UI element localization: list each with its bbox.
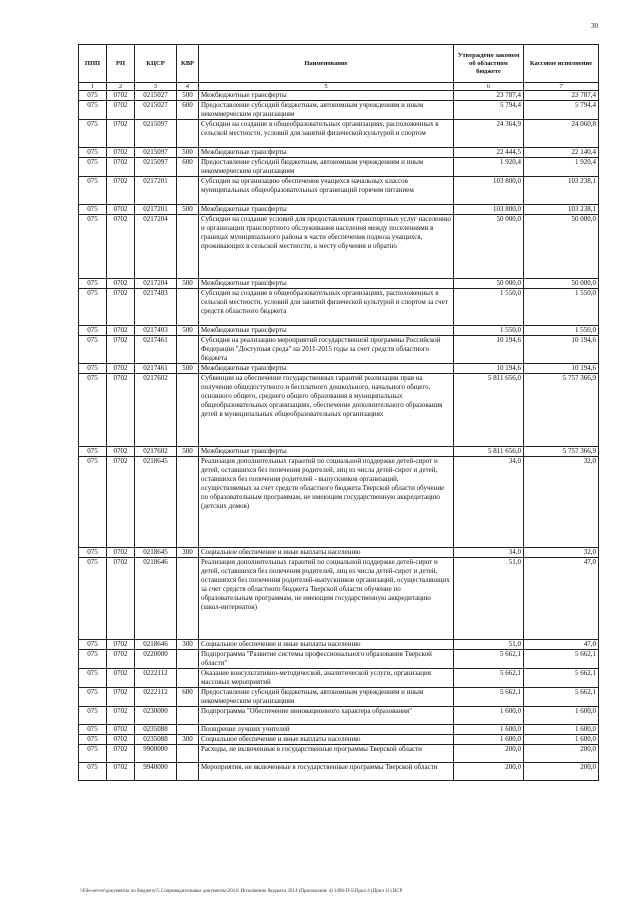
cell-rp: 0702: [107, 548, 135, 558]
cell-name: Межбюджетные трансферты: [199, 205, 454, 215]
table-row: [79, 745, 599, 763]
cell-executed: 200,0: [524, 745, 599, 763]
footer-file-path: \\File-server\документы по бюджету\5 Сопроводительные документы\2014\ Исполнение бюджета 2014 (Приложение 4) 1496-П-5\Прил 4 (Прил 11) ВСР: [80, 889, 403, 894]
cell-ppp: 075: [79, 215, 107, 279]
cell-name: Социальное обеспечение и иные выплаты населению: [199, 735, 454, 745]
table-row: [79, 177, 599, 205]
cell-name: Субсидии на создание условий для предоставления транспортных услуг населению и организации транспортного обслуживания населения между поселениями в границах муниципального района в части обеспечения подвоза учащихся, проживающих в сельской местности, к месту обучения и обратно: [199, 215, 454, 279]
cell-ppp: 075: [79, 289, 107, 326]
cell-rp: 0702: [107, 336, 135, 364]
cell-approved: 50 000,0: [454, 279, 524, 289]
cell-executed: 1 600,0: [524, 707, 599, 725]
cell-name: Межбюджетные трансферты: [199, 364, 454, 374]
table-row: [79, 763, 599, 781]
cell-kvr: [177, 120, 199, 148]
cell-executed: 5 794,4: [524, 101, 599, 120]
cell-kcsr: 0217403: [135, 326, 177, 336]
cell-approved: 23 787,4: [454, 91, 524, 101]
table-row: [79, 289, 599, 326]
cell-kcsr: 9940000: [135, 763, 177, 781]
cell-rp: 0702: [107, 289, 135, 326]
cell-name: Расходы, не включенные в государственные программы Тверской области: [199, 745, 454, 763]
cell-kcsr: 0220000: [135, 650, 177, 669]
cell-name: Межбюджетные трансферты: [199, 447, 454, 457]
cell-kvr: [177, 558, 199, 640]
cell-ppp: 075: [79, 148, 107, 158]
cell-name: Предоставление субсидий бюджетным, автономным учреждениям и иным некоммерческим организациям: [199, 101, 454, 120]
cell-kcsr: 0217201: [135, 177, 177, 205]
cell-ppp: 075: [79, 205, 107, 215]
table-row: [79, 640, 599, 650]
cell-kcsr: 0217461: [135, 364, 177, 374]
cell-executed: 22 140,4: [524, 148, 599, 158]
column-number: 2: [107, 83, 135, 91]
cell-approved: 10 194,6: [454, 336, 524, 364]
cell-executed: 200,0: [524, 763, 599, 781]
cell-name: Межбюджетные трансферты: [199, 148, 454, 158]
header-kcsr: КЦСР: [135, 45, 177, 83]
cell-rp: 0702: [107, 91, 135, 101]
cell-kvr: 300: [177, 548, 199, 558]
budget-table: [78, 44, 599, 781]
cell-kcsr: 0218645: [135, 548, 177, 558]
cell-approved: 1 600,0: [454, 707, 524, 725]
header-name: Наименование: [199, 45, 454, 83]
cell-kcsr: 0217204: [135, 279, 177, 289]
table-row: [79, 336, 599, 364]
column-number: 1: [79, 83, 107, 91]
table-row: [79, 279, 599, 289]
cell-rp: 0702: [107, 640, 135, 650]
cell-approved: 51,0: [454, 640, 524, 650]
cell-executed: 103 238,1: [524, 205, 599, 215]
cell-rp: 0702: [107, 447, 135, 457]
table-row: [79, 457, 599, 548]
cell-rp: 0702: [107, 374, 135, 447]
cell-ppp: 075: [79, 725, 107, 735]
cell-name: Мероприятия, не включенные в государственные программы Тверской области: [199, 763, 454, 781]
table-row: [79, 101, 599, 120]
table-row: [79, 148, 599, 158]
cell-kvr: [177, 650, 199, 669]
cell-kvr: 500: [177, 447, 199, 457]
cell-kcsr: 0215027: [135, 101, 177, 120]
cell-kcsr: 0215027: [135, 91, 177, 101]
table-row: [79, 215, 599, 279]
cell-kvr: [177, 669, 199, 688]
cell-approved: 1 550,0: [454, 289, 524, 326]
cell-executed: 1 600,0: [524, 735, 599, 745]
cell-kcsr: 0217602: [135, 374, 177, 447]
cell-executed: 5 662,1: [524, 650, 599, 669]
table-row: [79, 158, 599, 177]
cell-executed: 50 000,0: [524, 279, 599, 289]
cell-rp: 0702: [107, 205, 135, 215]
cell-kcsr: 0218645: [135, 457, 177, 548]
cell-kcsr: 0235088: [135, 725, 177, 735]
cell-kvr: [177, 215, 199, 279]
cell-ppp: 075: [79, 91, 107, 101]
cell-approved: 5 811 656,0: [454, 374, 524, 447]
cell-kvr: [177, 177, 199, 205]
cell-ppp: 075: [79, 558, 107, 640]
cell-executed: 1 550,0: [524, 326, 599, 336]
cell-name: Субсидии на создание в общеобразовательных организациях, расположенных в сельской местности, условий для занятий физической культурой и спортом за счет средств областного бюджета: [199, 289, 454, 326]
cell-ppp: 075: [79, 336, 107, 364]
cell-kvr: 500: [177, 326, 199, 336]
cell-kvr: [177, 457, 199, 548]
cell-executed: 32,0: [524, 548, 599, 558]
cell-approved: 22 444,5: [454, 148, 524, 158]
cell-kvr: 600: [177, 688, 199, 707]
cell-ppp: 075: [79, 101, 107, 120]
cell-approved: 5 662,1: [454, 669, 524, 688]
cell-kcsr: 0230000: [135, 707, 177, 725]
cell-rp: 0702: [107, 457, 135, 548]
cell-name: Оказание консультативно-методической, аналитической услуги, организация массовых мероприятий: [199, 669, 454, 688]
cell-name: Реализация дополнительных гарантий по социальной поддержке детей-сирот и детей, оставшихся без попечения родителей, лиц из числа детей-сирот и детей, оставшихся без попечения родителей - выпускников организаций, осуществляемых за счет средств областного бюджета Тверской области обучение по образовательным программам, не имеющим государственную аккредитацию (детских домов): [199, 457, 454, 548]
cell-kvr: [177, 336, 199, 364]
cell-kcsr: 0222112: [135, 669, 177, 688]
cell-ppp: 075: [79, 447, 107, 457]
cell-kcsr: 0215097: [135, 148, 177, 158]
cell-kcsr: 0215097: [135, 158, 177, 177]
column-number: 3: [135, 83, 177, 91]
cell-kcsr: 0218646: [135, 640, 177, 650]
cell-name: Социальное обеспечение и иные выплаты населению: [199, 640, 454, 650]
table-row: [79, 205, 599, 215]
cell-kvr: [177, 745, 199, 763]
cell-executed: 10 194,6: [524, 336, 599, 364]
cell-rp: 0702: [107, 688, 135, 707]
cell-kvr: 600: [177, 101, 199, 120]
cell-kcsr: 0222112: [135, 688, 177, 707]
cell-executed: 24 060,8: [524, 120, 599, 148]
table-row: [79, 707, 599, 725]
cell-rp: 0702: [107, 650, 135, 669]
cell-kcsr: 0215097: [135, 120, 177, 148]
cell-name: Субсидии на организацию обеспечения учащихся начальных классов муниципальных общеобразовательных организаций горячим питанием: [199, 177, 454, 205]
cell-ppp: 075: [79, 640, 107, 650]
table-row: [79, 725, 599, 735]
cell-rp: 0702: [107, 707, 135, 725]
cell-kvr: [177, 289, 199, 326]
cell-executed: 5 662,1: [524, 669, 599, 688]
cell-kcsr: 0235088: [135, 735, 177, 745]
cell-kcsr: 0217201: [135, 205, 177, 215]
cell-ppp: 075: [79, 120, 107, 148]
cell-kcsr: 0217602: [135, 447, 177, 457]
cell-approved: 5 662,1: [454, 688, 524, 707]
cell-rp: 0702: [107, 158, 135, 177]
cell-rp: 0702: [107, 669, 135, 688]
cell-ppp: 075: [79, 158, 107, 177]
cell-executed: 5 757 366,9: [524, 374, 599, 447]
cell-rp: 0702: [107, 745, 135, 763]
cell-ppp: 075: [79, 745, 107, 763]
cell-approved: 10 194,6: [454, 364, 524, 374]
cell-executed: 5 662,1: [524, 688, 599, 707]
cell-kcsr: 0217204: [135, 215, 177, 279]
cell-approved: 5 662,1: [454, 650, 524, 669]
cell-approved: 1 920,4: [454, 158, 524, 177]
cell-approved: 1 600,0: [454, 725, 524, 735]
cell-kcsr: 0218646: [135, 558, 177, 640]
page-number: 30: [591, 22, 598, 30]
cell-kvr: 500: [177, 279, 199, 289]
cell-name: Подпрограмма "Развитие системы профессионального образования Тверской области": [199, 650, 454, 669]
cell-rp: 0702: [107, 326, 135, 336]
cell-kvr: [177, 707, 199, 725]
cell-executed: 103 238,1: [524, 177, 599, 205]
cell-kvr: 500: [177, 364, 199, 374]
table-row: [79, 91, 599, 101]
cell-rp: 0702: [107, 120, 135, 148]
cell-ppp: 075: [79, 735, 107, 745]
cell-approved: 103 800,0: [454, 177, 524, 205]
table-row: [79, 364, 599, 374]
column-number: 6: [454, 83, 524, 91]
cell-ppp: 075: [79, 763, 107, 781]
cell-kvr: [177, 725, 199, 735]
cell-kcsr: 9900000: [135, 745, 177, 763]
table-row: [79, 548, 599, 558]
cell-ppp: 075: [79, 374, 107, 447]
cell-name: Межбюджетные трансферты: [199, 91, 454, 101]
table-row: [79, 735, 599, 745]
cell-kvr: 500: [177, 205, 199, 215]
cell-ppp: 075: [79, 688, 107, 707]
header-ppp: ППП: [79, 45, 107, 83]
cell-name: Поощрение лучших учителей: [199, 725, 454, 735]
cell-kvr: 300: [177, 735, 199, 745]
cell-kcsr: 0217461: [135, 336, 177, 364]
cell-ppp: 075: [79, 548, 107, 558]
cell-executed: 5 757 366,9: [524, 447, 599, 457]
cell-approved: 50 000,0: [454, 215, 524, 279]
cell-executed: 47,0: [524, 640, 599, 650]
cell-approved: 103 800,0: [454, 205, 524, 215]
cell-name: Субсидия на реализацию мероприятий государственной программы Российской Федерации "Доступная среда" на 2011-2015 годы за счет средств областного бюджета: [199, 336, 454, 364]
cell-name: Подпрограмма "Обеспечение инновационного характера образования": [199, 707, 454, 725]
cell-rp: 0702: [107, 364, 135, 374]
cell-kvr: [177, 374, 199, 447]
cell-rp: 0702: [107, 215, 135, 279]
table-row: [79, 447, 599, 457]
column-number: 4: [177, 83, 199, 91]
cell-rp: 0702: [107, 148, 135, 158]
table-row: [79, 326, 599, 336]
cell-rp: 0702: [107, 763, 135, 781]
cell-ppp: 075: [79, 457, 107, 548]
cell-name: Межбюджетные трансферты: [199, 326, 454, 336]
cell-executed: 10 194,6: [524, 364, 599, 374]
table-header-row: [79, 45, 599, 83]
cell-rp: 0702: [107, 725, 135, 735]
cell-approved: 24 364,9: [454, 120, 524, 148]
cell-name: Межбюджетные трансферты: [199, 279, 454, 289]
header-executed: Кассовое исполнение: [524, 45, 599, 83]
cell-name: Субсидии на создание в общеобразовательных организациях, расположенных в сельской местности, условий для занятий физической культурой и спортом: [199, 120, 454, 148]
table-row: [79, 650, 599, 669]
cell-approved: 5 811 656,0: [454, 447, 524, 457]
cell-name: Субвенции на обеспечение государственных гарантий реализации прав на получение общедоступного и бесплатного дошкольного, начального общего, основного общего, среднего общего образования в муниципальных общеобразовательных организациях, обеспечение дополнительного образования детей в муниципальных общеобразовательных организациях: [199, 374, 454, 447]
cell-approved: 51,0: [454, 558, 524, 640]
cell-kvr: 300: [177, 640, 199, 650]
cell-rp: 0702: [107, 558, 135, 640]
cell-approved: 200,0: [454, 745, 524, 763]
table-row: [79, 120, 599, 148]
cell-kvr: [177, 763, 199, 781]
cell-ppp: 075: [79, 326, 107, 336]
cell-rp: 0702: [107, 735, 135, 745]
cell-ppp: 075: [79, 669, 107, 688]
cell-approved: 5 794,4: [454, 101, 524, 120]
column-number-row: [79, 83, 599, 91]
column-number: 7: [524, 83, 599, 91]
cell-name: Предоставление субсидий бюджетным, автономным учреждениям и иным некоммерческим организациям: [199, 688, 454, 707]
cell-rp: 0702: [107, 279, 135, 289]
cell-name: Реализация дополнительных гарантий по социальной поддержке детей-сирот и детей, оставшихся без попечения родителей, лиц из числа детей-сирот и детей, оставшихся без попечения родителей-выпускников организаций, осуществляющих за счет средств областного бюджета Тверской области обучение по образовательным программам, не имеющим государственную аккредитацию (школ-интернатов): [199, 558, 454, 640]
cell-name: Социальное обеспечение и иные выплаты населению: [199, 548, 454, 558]
header-rp: РП: [107, 45, 135, 83]
cell-kvr: 500: [177, 148, 199, 158]
cell-executed: 23 787,4: [524, 91, 599, 101]
cell-executed: 1 550,0: [524, 289, 599, 326]
cell-approved: 1 550,0: [454, 326, 524, 336]
table-row: [79, 669, 599, 688]
cell-approved: 34,0: [454, 548, 524, 558]
table-body: [79, 91, 599, 781]
cell-name: Предоставление субсидий бюджетным, автономным учреждениям и иным некоммерческим организациям: [199, 158, 454, 177]
header-approved: Утверждено законом об областном бюджете: [454, 45, 524, 83]
cell-rp: 0702: [107, 101, 135, 120]
cell-ppp: 075: [79, 650, 107, 669]
cell-approved: 1 600,0: [454, 735, 524, 745]
cell-executed: 50 000,0: [524, 215, 599, 279]
cell-ppp: 075: [79, 177, 107, 205]
cell-ppp: 075: [79, 279, 107, 289]
cell-ppp: 075: [79, 364, 107, 374]
cell-executed: 1 600,0: [524, 725, 599, 735]
cell-kvr: 500: [177, 91, 199, 101]
header-kvr: КВР: [177, 45, 199, 83]
cell-approved: 34,0: [454, 457, 524, 548]
cell-ppp: 075: [79, 707, 107, 725]
cell-rp: 0702: [107, 177, 135, 205]
table-row: [79, 374, 599, 447]
cell-kcsr: 0217403: [135, 289, 177, 326]
cell-approved: 200,0: [454, 763, 524, 781]
cell-executed: 1 920,4: [524, 158, 599, 177]
cell-kvr: 600: [177, 158, 199, 177]
cell-executed: 32,0: [524, 457, 599, 548]
column-number: 5: [199, 83, 454, 91]
cell-executed: 47,0: [524, 558, 599, 640]
table-row: [79, 558, 599, 640]
table-row: [79, 688, 599, 707]
